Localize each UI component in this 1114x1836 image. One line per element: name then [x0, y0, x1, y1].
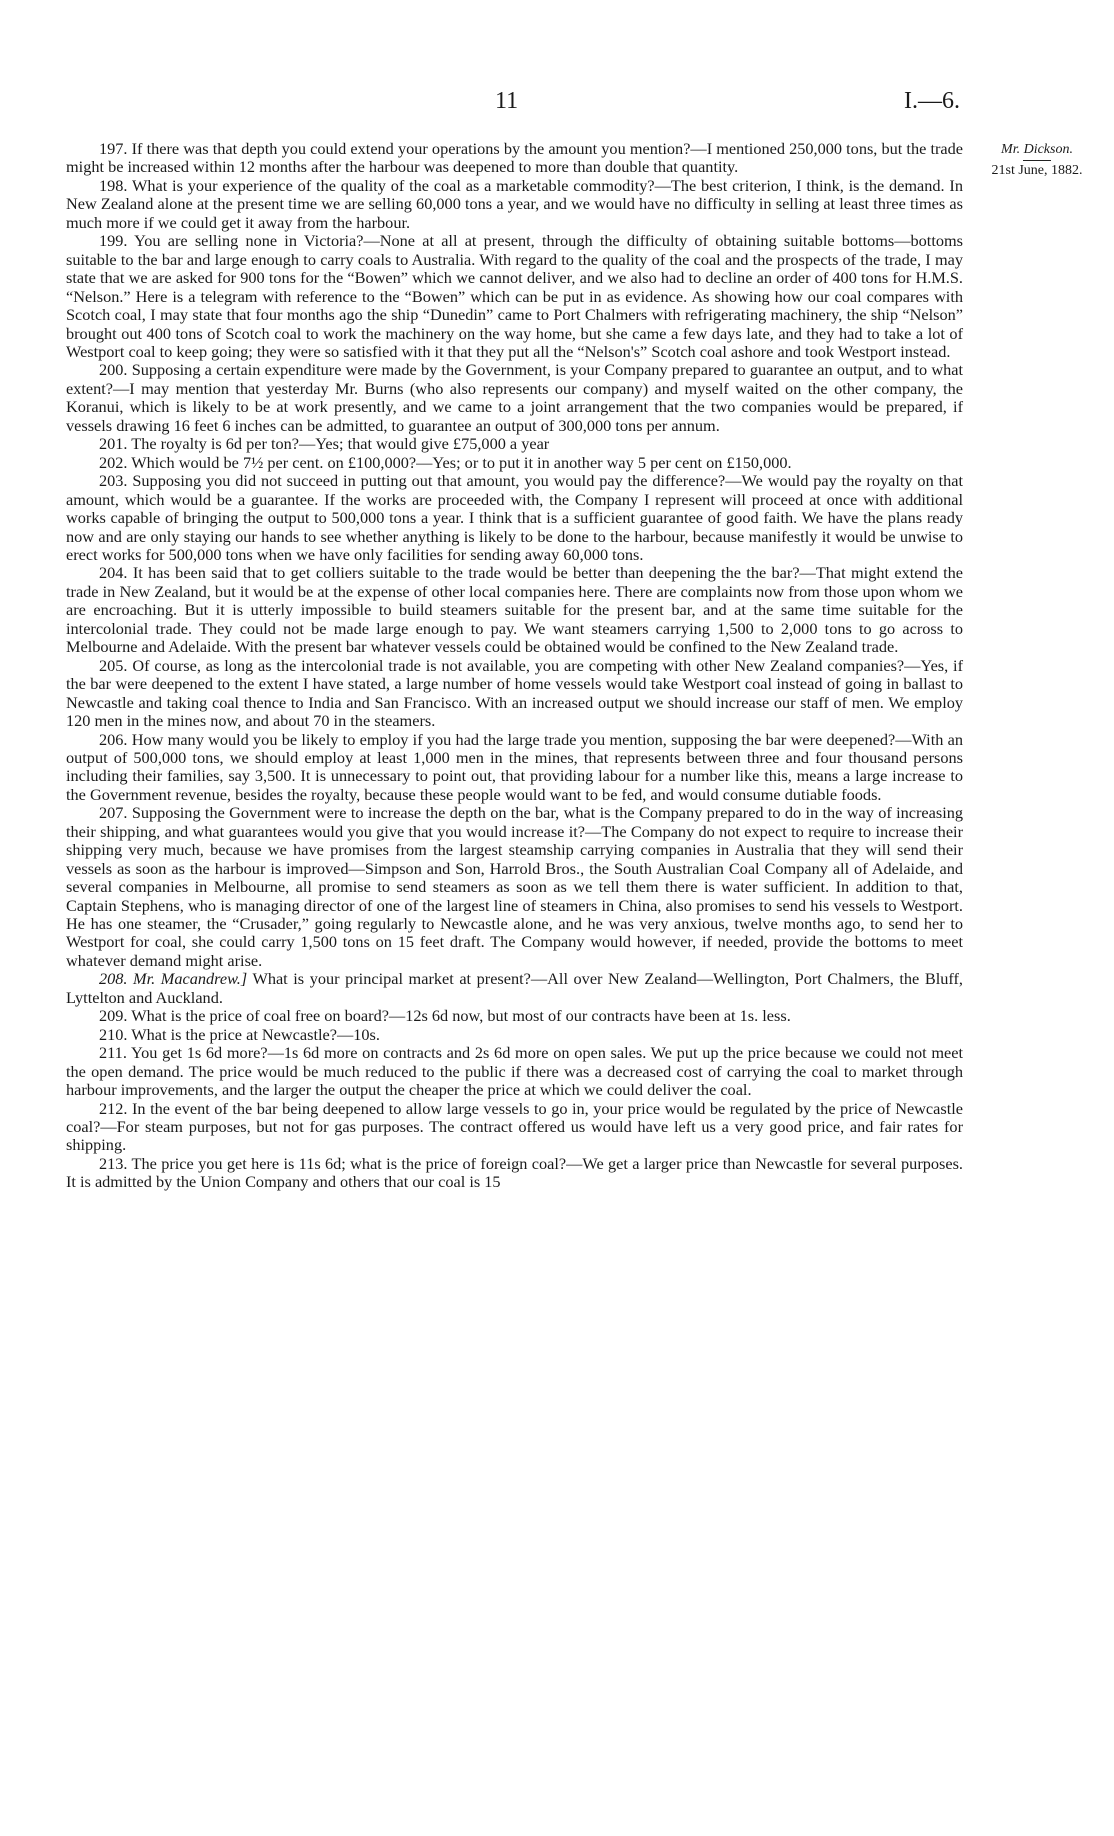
paragraph-208-text: What is your principal market at present?—All over New Zealand—Wellington, Port Chalmers, the Bluff, Lyttelton and Auckland.: [66, 969, 963, 1007]
paragraph-210: 210. What is the price at Newcastle?—10s.: [99, 1024, 380, 1044]
paragraph-197: 197. If there was that depth you could extend your operations by the amount you mention?—I mentioned 250,000 tons, but the trade might be increased within 12 months after the harbour was deepened to more than double that quantity.: [66, 139, 963, 177]
speaker-name: 208. Mr. Macandrew.]: [99, 969, 248, 989]
paragraph-211: 211. You get 1s 6d more?—1s 6d more on contracts and 2s 6d more on open sales. We put up the price because we could not meet the open demand. The price would be much reduced to the public if there was a decreased cost of carrying the coal to market through harbour improvements, and the larger the output the cheaper the price at which we could deliver the coal.: [66, 1043, 963, 1100]
paragraph-207: 207. Supposing the Government were to increase the depth on the bar, what is the Company prepared to do in the way of increasing their shipping, and what guarantees would you give that you would increase it?—The Company do not expect to require to increase their shipping very much, because we have promises from the largest steamship carrying companies in Australia that they will send their vessels as soon as the harbour is improved—Simpson and Son, Harrold Bros., the South Australian Coal Company all of Adelaide, and several companies in Melbourne, all promise to send steamers as soon as we tell them there is water sufficient. In addition to that, Captain Stephens, who is managing director of one of the largest line of steamers in China, also promises to send his vessels to Westport. He has one steamer, the “Crusader,” going regularly to Newcastle alone, and he was very anxious, twelve months ago, to send her to Westport for coal, she could carry 1,500 tons on 15 feet draft. The Company would however, if needed, provide the bottoms to meet whatever demand might arise.: [66, 803, 963, 970]
session-reference: I.—6.: [904, 88, 960, 114]
paragraph-212: 212. In the event of the bar being deepened to allow large vessels to go in, your price would be regulated by the price of Newcastle coal?—For steam purposes, but not for gas purposes. The contract offered us would have left us a very good price, and fair rates for shipping.: [66, 1098, 963, 1155]
paragraph-200: 200. Supposing a certain expenditure were made by the Government, is your Company prepared to guarantee an output, and to what extent?—I may mention that yesterday Mr. Burns (who also represents our company) and myself waited on the other company, the Koranui, which is likely to be at work presently, and we came to a joint arrangement that the two companies would be prepared, if vessels drawing 16 feet 6 inches can be admitted, to guarantee an output of 300,000 tons per annum.: [66, 360, 963, 435]
paragraph-213: 213. The price you get here is 11s 6d; what is the price of foreign coal?—We get a larger price than Newcastle for several purposes. It is admitted by the Union Company and others that our coal is 15: [66, 1153, 963, 1192]
page-number: 11: [495, 88, 519, 114]
paragraph-203: 203. Supposing you did not succeed in putting out that amount, you would pay the difference?—We would pay the royalty on that amount, which would be a guarantee. If the works are proceeded with, the Company I represent will proceed at once with additional works capable of bringing the output to 500,000 tons a year. I think that is a sufficient guarantee of good faith. We have the plans ready now and are only staying our hands to see whether anything is likely to be done to the harbour, because manifestly it would be unwise to erect works for 500,000 tons when we have only facilities for sending away 60,000 tons.: [66, 471, 963, 564]
margin-note: [982, 140, 1092, 180]
paragraph-201: 201. The royalty is 6d per ton?—Yes; that would give £75,000 a year: [99, 434, 550, 454]
testimony-date: 21st June, 1882.: [991, 163, 1083, 178]
paragraph-202: 202. Which would be 7½ per cent. on £100,000?—Yes; or to put it in another way 5 per cent on £150,000.: [99, 452, 792, 472]
paragraph-206: 206. How many would you be likely to employ if you had the large trade you mention, supposing the bar were deepened?—With an output of 500,000 tons, we should employ at least 1,000 men in the mines, that represents between three and four thousand persons including their families, say 3,500. It is unnecessary to point out, that providing labour for a number like this, means a large increase to the Government revenue, besides the royalty, because these people would want to be fed, and would consume dutiable foods.: [66, 729, 963, 804]
paragraph-199: 199. You are selling none in Victoria?—None at all at present, through the difficulty of obtaining suitable bottoms—bottoms suitable to the bar and large enough to carry coals to Australia. With regard to the quality of the coal and the prospects of the trade, I may state that we are asked for 900 tons for the “Bowen” which we cannot deliver, and we also had to decline an order of 400 tons for H.M.S. “Nelson.” Here is a telegram with reference to the “Bowen” which can be put in as evidence. As showing how our coal compares with Scotch coal, I may state that four months ago the ship “Dunedin” came to Port Chalmers with refrigerating machinery, the ship “Nelson” brought out 400 tons of Scotch coal to work the machinery on the way home, but she came a few days late, and they had to take a lot of Westport coal to keep going; they were so satisfied with it that they put all the “Nelson's” Scotch coal ashore and took Westport instead.: [66, 231, 963, 361]
paragraph-205: 205. Of course, as long as the intercolonial trade is not available, you are competing with other New Zealand companies?—Yes, if the bar were deepened to the extent I have stated, a large number of home vessels would take Westport coal instead of going in ballast to Newcastle and taking coal thence to India and San Francisco. With an increased output we should increase our staff of men. We employ 120 men in the mines now, and about 70 in the steamers.: [66, 655, 963, 731]
paragraph-204: 204. It has been said that to get colliers suitable to the trade would be better than deepening the the bar?—That might extend the trade in New Zealand, but it would be at the expense of other local companies here. There are complaints now from those upon whom we are encroaching. But it is utterly impossible to build steamers suitable for the present bar, and at the same time suitable for the intercolonial trade. They could not be made large enough to pay. We want steamers carrying 1,500 to 2,000 tons to go across to Melbourne and Adelaide. With the present bar whatever vessels could be obtained would be confined to the New Zealand trade.: [66, 563, 963, 657]
paragraph-209: 209. What is the price of coal free on board?—12s 6d now, but most of our contracts have been at 1s. less.: [99, 1006, 791, 1026]
paragraph-208: [66, 970, 963, 1007]
paragraph-198: 198. What is your experience of the quality of the coal as a marketable commodity?—The best criterion, I think, is the demand. In New Zealand alone at the present time we are selling 60,000 tons a year, and we would have no difficulty in selling at least three times as much more if we could get it away from the harbour.: [66, 175, 963, 232]
testimony-body: [66, 140, 963, 1192]
witness-name: Mr. Dickson.: [982, 140, 1092, 161]
